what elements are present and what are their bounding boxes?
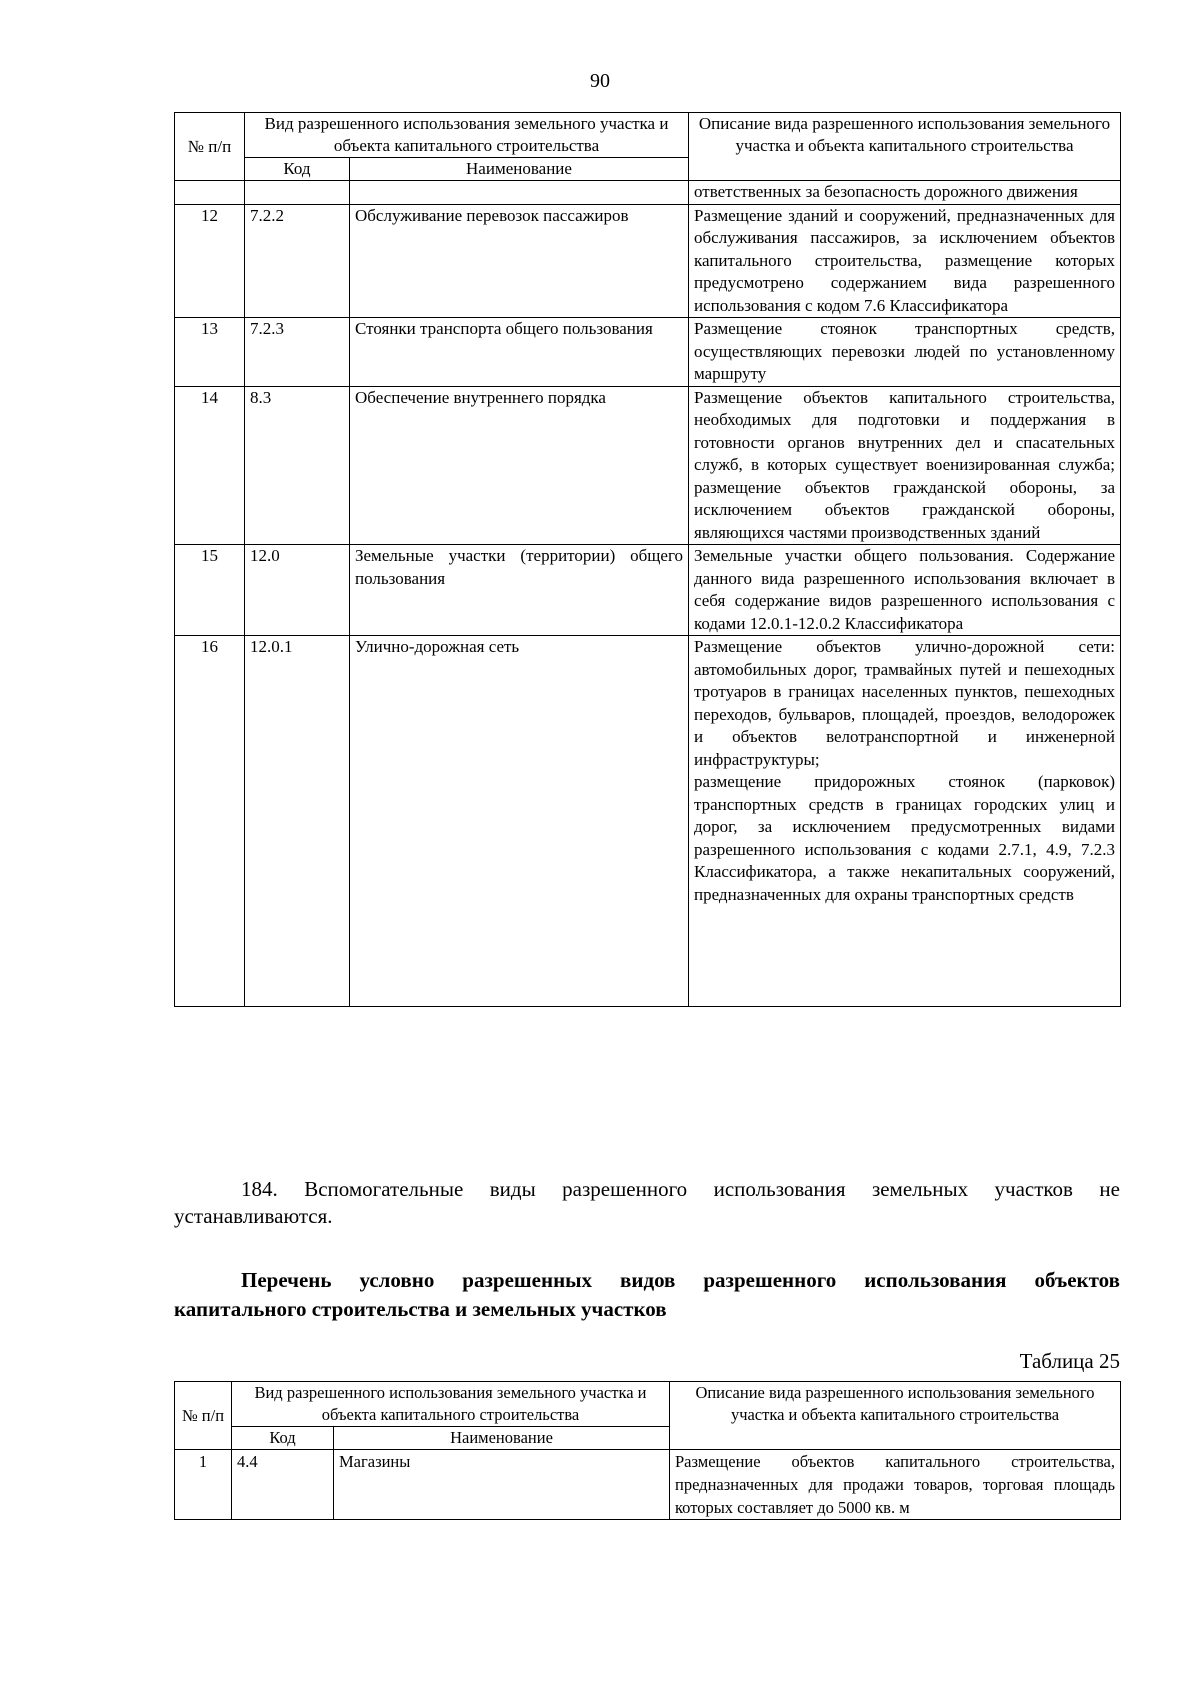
table-row [175, 318, 1121, 387]
row-description-part2: размещение придорожных стоянок (парковок) транспортных средств в границах городских улиц и дорог, за исключением предусмотренных видами разрешенного использования с кодами 2.7.1, 4.9, 7.2.3 Классификатора, а также некапитальных сооружений, предназначенных для охраны транспортных средств [694, 772, 1115, 904]
conditional-use-table [174, 1381, 1121, 1520]
row-description [689, 636, 1121, 1007]
row-num: 13 [175, 318, 245, 387]
table-row [175, 1450, 1121, 1520]
paragraph-184-text: 184. Вспомогательные виды разрешенного использования земельных участков не устанавливаются. [174, 1177, 1120, 1228]
row-code: 7.2.2 [245, 204, 350, 318]
row-code [245, 181, 350, 205]
section-heading: Перечень условно разрешенных видов разрешенного использования объектов капитального строительства и земельных участков [174, 1268, 1120, 1321]
row-num: 16 [175, 636, 245, 1007]
row-num: 15 [175, 545, 245, 636]
row-name: Магазины [334, 1450, 670, 1520]
header-type-group: Вид разрешенного использования земельного участка и объекта капитального строительства [245, 113, 689, 158]
row-name: Стоянки транспорта общего пользования [350, 318, 689, 387]
page-number: 90 [590, 70, 610, 92]
row-description: Размещение стоянок транспортных средств, осуществляющих перевозки людей по установленному маршруту [689, 318, 1121, 387]
header-num: № п/п [175, 1382, 232, 1450]
row-description: Размещение зданий и сооружений, предназначенных для обслуживания пассажиров, за исключением объектов капитального строительства, размещение которых предусмотрено содержанием вида разрешенного использования с кодом 7.6 Классификатора [689, 204, 1121, 318]
row-name: Земельные участки (территории) общего пользования [350, 545, 689, 636]
row-name: Обеспечение внутреннего порядка [350, 386, 689, 545]
row-code: 7.2.3 [245, 318, 350, 387]
permitted-use-table [174, 112, 1121, 1007]
row-description: Размещение объектов капитального строительства, необходимых для подготовки и поддержания в готовности органов внутренних дел и спасательных служб, в которых существует военизированная служба; размещение объектов гражданской обороны, за исключением объектов гражданской обороны, являющихся частями производственных зданий [689, 386, 1121, 545]
row-description-part1: Размещение объектов улично-дорожной сети: автомобильных дорог, трамвайных путей и пешеходных тротуаров в границах населенных пунктов, пешеходных переходов, бульваров, площадей, проездов, велодорожек и объектов велотранспортной и инженерной инфраструктуры; [694, 637, 1115, 769]
row-num: 14 [175, 386, 245, 545]
header-num: № п/п [175, 113, 245, 181]
row-code: 12.0 [245, 545, 350, 636]
row-num: 1 [175, 1450, 232, 1520]
row-num [175, 181, 245, 205]
row-name [350, 181, 689, 205]
row-description: ответственных за безопасность дорожного движения [689, 181, 1121, 205]
header-description: Описание вида разрешенного использования земельного участка и объекта капитального строительства [689, 113, 1121, 181]
header-name: Наименование [350, 158, 689, 181]
table-row [175, 181, 1121, 205]
row-name: Улично-дорожная сеть [350, 636, 689, 1007]
header-name: Наименование [334, 1427, 670, 1450]
table-row [175, 545, 1121, 636]
row-num: 12 [175, 204, 245, 318]
header-type-group: Вид разрешенного использования земельного участка и объекта капитального строительства [232, 1382, 670, 1427]
row-code: 4.4 [232, 1450, 334, 1520]
header-description: Описание вида разрешенного использования земельного участка и объекта капитального строительства [670, 1382, 1121, 1450]
row-code: 8.3 [245, 386, 350, 545]
row-description: Размещение объектов капитального строительства, предназначенных для продажи товаров, торговая площадь которых составляет до 5000 кв. м [670, 1450, 1121, 1520]
header-code: Код [232, 1427, 334, 1450]
row-name: Обслуживание перевозок пассажиров [350, 204, 689, 318]
table-row [175, 636, 1121, 1007]
table-row [175, 204, 1121, 318]
paragraph-184 [174, 1176, 1120, 1230]
header-code: Код [245, 158, 350, 181]
table-row [175, 386, 1121, 545]
row-description: Земельные участки общего пользования. Содержание данного вида разрешенного использования включает в себя содержание видов разрешенного использования с кодами 12.0.1-12.0.2 Классификатора [689, 545, 1121, 636]
table-caption: Таблица 25 [1019, 1349, 1120, 1373]
row-code: 12.0.1 [245, 636, 350, 1007]
